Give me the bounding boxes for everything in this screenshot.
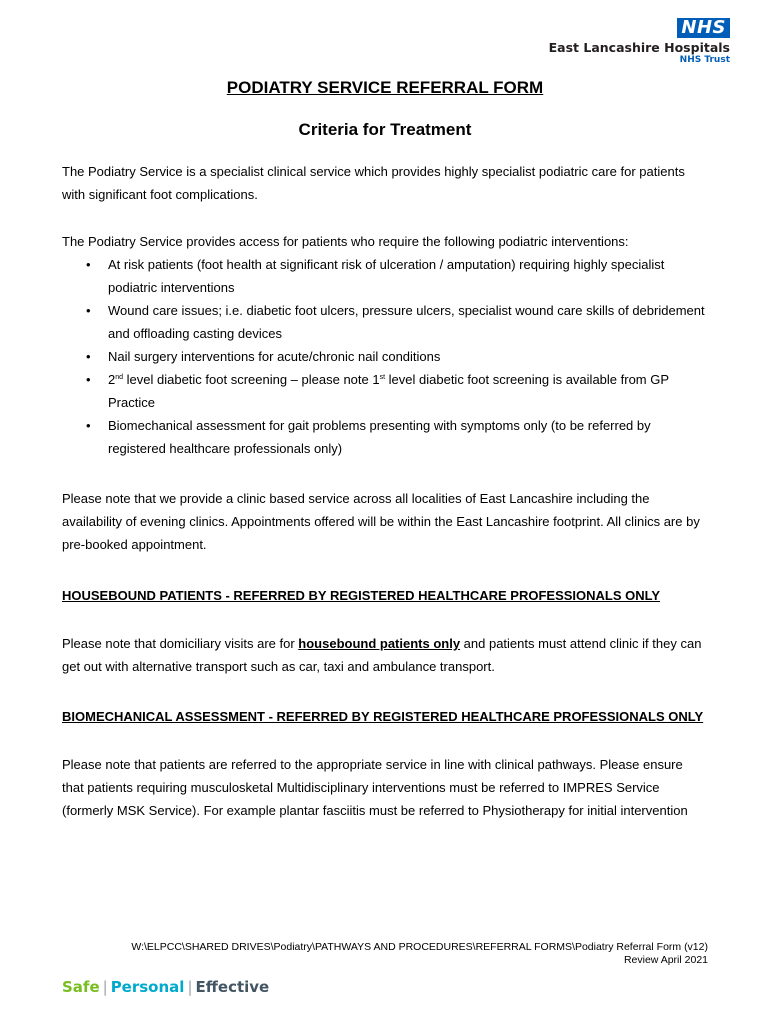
tagline-personal: Personal [110, 978, 185, 996]
bullet4-part-b: level diabetic foot screening – please note 1 [123, 372, 380, 387]
interventions-list [62, 253, 708, 460]
bullet4-part-a: 2 [108, 372, 116, 387]
tagline-separator: | [102, 978, 108, 996]
tagline-safe: Safe [62, 978, 100, 996]
list-item: • Wound care issues; i.e. diabetic foot ulcers, pressure ulcers, specialist wound care skills of debridement and offloading casting devices [108, 299, 708, 345]
list-item: • Nail surgery interventions for acute/chronic nail conditions [108, 345, 708, 368]
housebound-text-pre: Please note that domiciliary visits are for [62, 636, 299, 651]
tagline-effective: Effective [195, 978, 270, 996]
intro-paragraph: The Podiatry Service is a specialist clinical service which provides highly specialist podiatric care for patients with significant foot complications. [62, 164, 685, 202]
list-item [108, 368, 708, 414]
review-date: Review April 2021 [623, 954, 708, 966]
bullet4-sup-b: st [379, 374, 386, 381]
document-body [62, 78, 708, 822]
org-name: East Lancashire Hospitals [548, 40, 730, 55]
biomech-heading: BIOMECHANICAL ASSESSMENT - REFERRED BY REGISTERED HEALTHCARE PROFESSIONALS ONLY [62, 709, 704, 724]
page-title: PODIATRY SERVICE REFERRAL FORM [226, 78, 544, 97]
biomech-paragraph: Please note that patients are referred to the appropriate service in line with clinical pathways. Please ensure that patients requiring musculosketal Multidisciplinary interventions must be referred to IMPRES Service (formerly MSK Service). For example plantar fasciitis must be referred to Physiotherapy for initial intervention [62, 757, 688, 818]
org-sub: NHS Trust [679, 55, 730, 65]
nhs-logo-icon: NHS [677, 18, 730, 38]
footer-file-path [62, 941, 708, 967]
housebound-heading: HOUSEBOUND PATIENTS - REFERRED BY REGISTERED HEALTHCARE PROFESSIONALS ONLY [62, 588, 661, 603]
clinic-paragraph: Please note that we provide a clinic based service across all localities of East Lancashire including the availability of evening clinics. Appointments offered will be within the East Lancashire footprint. All clinics are by pre-booked appointment. [62, 491, 700, 552]
nhs-trust-logo [549, 18, 730, 65]
housebound-text-post: and patients must attend clinic if they can get out with alternative transport such as car, taxi and ambulance transport. [62, 636, 702, 674]
housebound-paragraph [62, 632, 708, 678]
tagline-separator: | [187, 978, 193, 996]
access-paragraph: The Podiatry Service provides access for patients who require the following podiatric interventions: [62, 234, 629, 249]
trust-tagline [62, 978, 269, 996]
bullet4-sup-a: nd [115, 374, 124, 381]
list-item: • Biomechanical assessment for gait problems presenting with symptoms only (to be referred by registered healthcare professionals only) [108, 414, 708, 460]
bullet4-part-c: level diabetic foot screening is available from GP Practice [108, 372, 669, 410]
list-item: • At risk patients (foot health at significant risk of ulceration / amputation) requiring highly specialist podiatric interventions [108, 253, 708, 299]
file-path: W:\ELPCC\SHARED DRIVES\Podiatry\PATHWAYS AND PROCEDURES\REFERRAL FORMS\Podiatry Referral Form (v12) [131, 941, 708, 953]
housebound-emphasis: housebound patients only [298, 636, 461, 651]
page-subtitle: Criteria for Treatment [298, 120, 472, 139]
